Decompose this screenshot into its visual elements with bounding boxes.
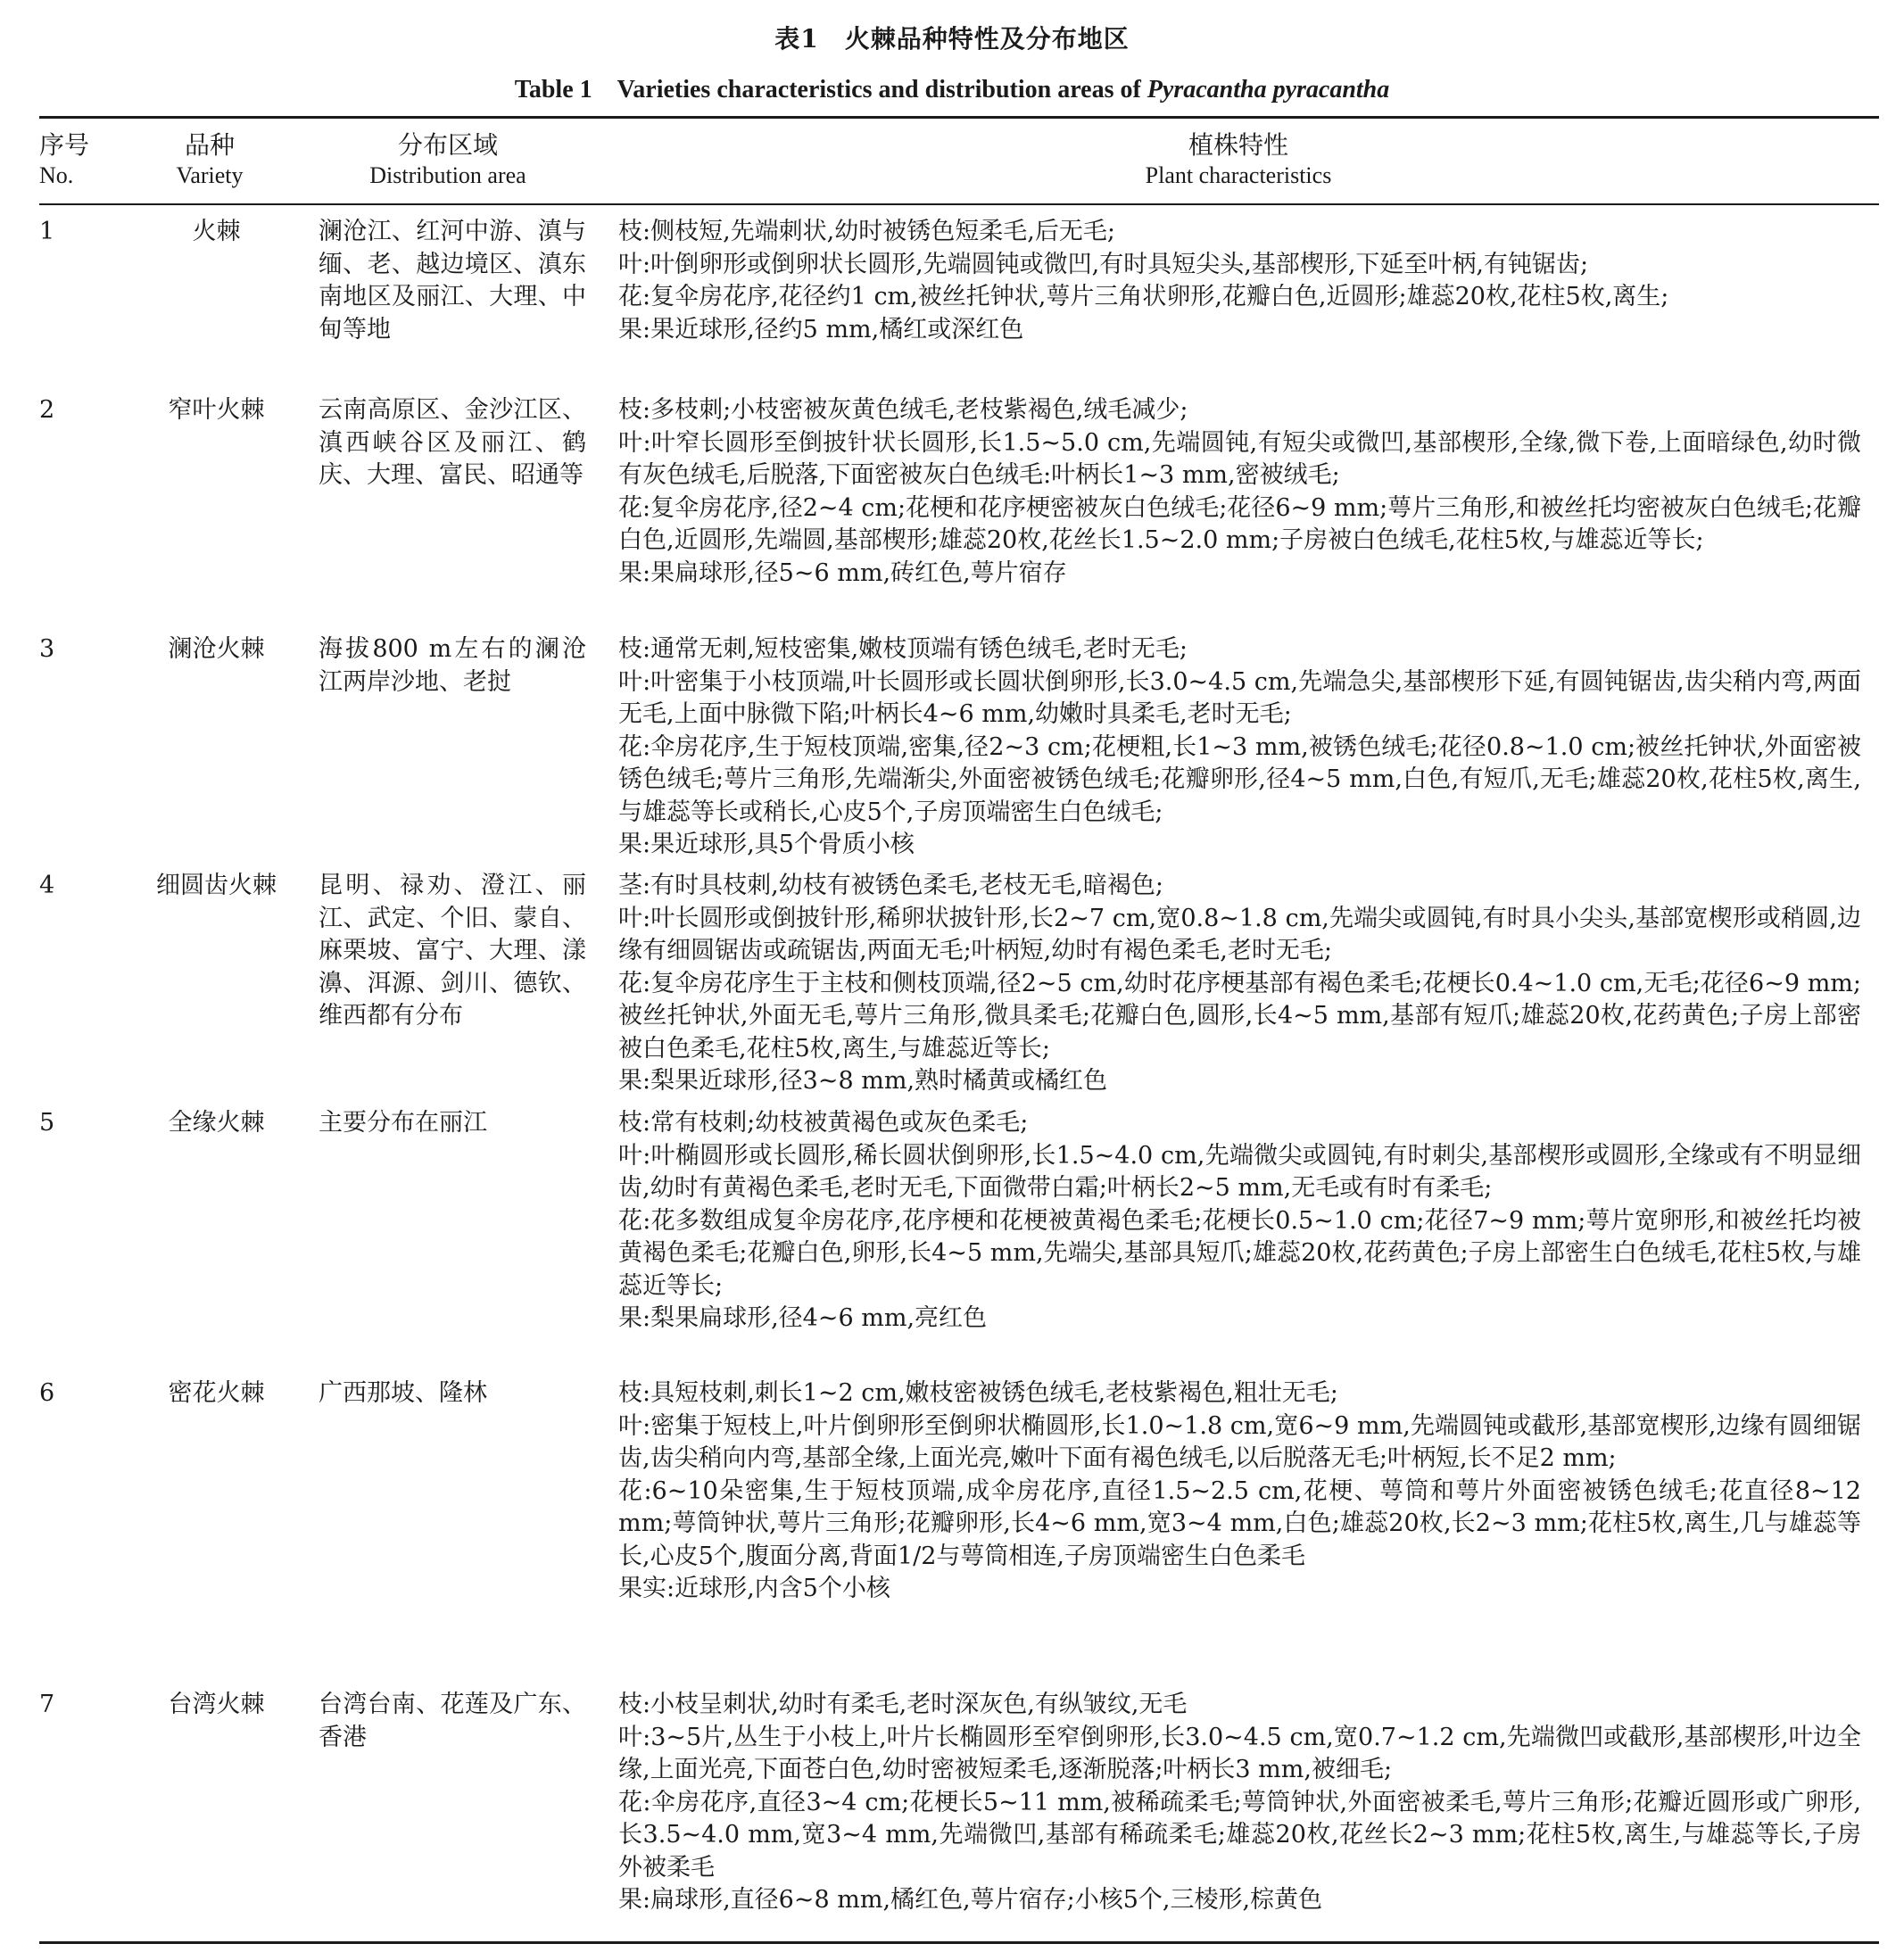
row-number: 4 xyxy=(39,872,55,899)
distribution-area: 广西那坡、隆林 xyxy=(319,1379,487,1407)
variety-name: 密花火棘 xyxy=(168,1379,265,1407)
plant-characteristics xyxy=(618,216,1861,346)
header-plant-en: Plant characteristics xyxy=(1145,162,1332,188)
header-plant xyxy=(616,130,1861,191)
trait-flower: 花:花多数组成复伞房花序,花序梗和花梗被黄褐色柔毛;花梗长0.5~1.0 cm;花径7~9 mm;萼片宽卵形,和被丝托均被黄褐色柔毛;花瓣白色,卵形,长4~5 mm,先端尖,基部具短爪;雄蕊20枚,花药黄色;子房上部密生白色绒毛,花柱5枚,与雄蕊近等长; xyxy=(618,1206,1861,1300)
plant-characteristics xyxy=(618,394,1861,590)
trait-fruit: 果:扁球形,直径6~8 mm,橘红色,萼片宿存;小核5个,三棱形,棕黄色 xyxy=(618,1886,1323,1914)
trait-fruit: 果:梨果扁球形,径4~6 mm,亮红色 xyxy=(618,1304,988,1332)
row-number: 3 xyxy=(39,635,55,663)
table-title-en xyxy=(0,70,1904,105)
trait-fruit: 果实:近球形,内含5个小核 xyxy=(618,1575,890,1602)
plant-characteristics xyxy=(618,1377,1861,1606)
plant-characteristics xyxy=(618,633,1861,862)
row-number: 2 xyxy=(39,396,55,424)
distribution-area: 澜沧江、红河中游、滇与缅、老、越边境区、滇东南地区及丽江、大理、中甸等地 xyxy=(319,218,586,343)
header-distribution xyxy=(314,130,582,191)
plant-characteristics xyxy=(618,1689,1861,1917)
variety-name: 台湾火棘 xyxy=(168,1691,265,1718)
trait-branch: 枝:侧枝短,先端刺状,幼时被锈色短柔毛,后无毛; xyxy=(618,218,1115,245)
variety-name: 火棘 xyxy=(192,218,241,245)
table-top-rule xyxy=(39,116,1879,119)
trait-leaf: 叶:3~5片,丛生于小枝上,叶片长椭圆形至窄倒卵形,长3.0~4.5 cm,宽0.7~1.2 cm,先端微凹或截形,基部楔形,叶边全缘,上面光亮,下面苍白色,幼时密被短柔毛,逐渐脱落;叶柄长3 mm,被细毛; xyxy=(618,1723,1861,1783)
trait-branch: 枝:通常无刺,短枝密集,嫩枝顶端有锈色绒毛,老时无毛; xyxy=(618,635,1188,663)
trait-fruit: 果:梨果近球形,径3~8 mm,熟时橘黄或橘红色 xyxy=(618,1067,1108,1095)
trait-leaf: 叶:叶椭圆形或长圆形,稀长圆状倒卵形,长1.5~4.0 cm,先端微尖或圆钝,有时刺尖,基部楔形或圆形,全缘或有不明显细齿,幼时有黄褐色柔毛,老时无毛,下面微带白霜;叶柄长2~5 mm,无毛或有时有柔毛; xyxy=(618,1141,1861,1202)
table-title-en-prefix: Table 1 Varieties characteristics and distribution areas of xyxy=(514,76,1147,103)
distribution-area: 海拔800 m左右的澜沧江两岸沙地、老挝 xyxy=(319,635,586,696)
row-number: 1 xyxy=(39,218,55,245)
table-bottom-rule xyxy=(39,1941,1879,1944)
trait-leaf: 叶:密集于短枝上,叶片倒卵形至倒卵状椭圆形,长1.0~1.8 cm,宽6~9 mm,先端圆钝或截形,基部宽楔形,边缘有圆细锯齿,齿尖稍向内弯,基部全缘,上面光亮,嫩叶下面有褐色绒毛,以后脱落无毛;叶柄短,长不足2 mm; xyxy=(618,1411,1861,1472)
header-no-en: No. xyxy=(39,162,74,188)
table-header-rule xyxy=(39,203,1879,205)
trait-flower: 花:复伞房花序生于主枝和侧枝顶端,径2~5 cm,幼时花序梗基部有褐色柔毛;花梗长0.4~1.0 cm,无毛;花径6~9 mm;被丝托钟状,外面无毛,萼片三角形,微具柔毛;花瓣白色,圆形,长4~5 mm,基部有短爪;雄蕊20枚,花药黄色;子房上部密被白色柔毛,花柱5枚,离生,与雄蕊近等长; xyxy=(618,969,1861,1063)
distribution-area: 台湾台南、花莲及广东、香港 xyxy=(319,1691,586,1751)
trait-leaf: 叶:叶倒卵形或倒卵状长圆形,先端圆钝或微凹,有时具短尖头,基部楔形,下延至叶柄,有钝锯齿; xyxy=(618,250,1589,278)
trait-flower: 花:复伞房花序,径2~4 cm;花梗和花序梗密被灰白色绒毛;花径6~9 mm;萼片三角形,和被丝托均密被灰白色绒毛;花瓣白色,近圆形,先端圆,基部楔形;雄蕊20枚,花丝长1.5~2.0 mm;子房被白色绒毛,花柱5枚,与雄蕊近等长; xyxy=(618,493,1861,554)
plant-characteristics xyxy=(618,870,1861,1098)
header-variety-cn: 品种 xyxy=(184,130,235,160)
trait-branch: 枝:常有枝刺;幼枝被黄褐色或灰色柔毛; xyxy=(618,1109,1029,1137)
row-number: 5 xyxy=(39,1109,55,1137)
header-variety-en: Variety xyxy=(176,162,244,188)
trait-leaf: 叶:叶密集于小枝顶端,叶长圆形或长圆状倒卵形,长3.0~4.5 cm,先端急尖,基部楔形下延,有圆钝锯齿,齿尖稍内弯,两面无毛,上面中脉微下陷;叶柄长4~6 mm,幼嫩时具柔毛,老时无毛; xyxy=(618,667,1861,728)
distribution-area: 昆明、禄劝、澄江、丽江、武定、个旧、蒙自、麻栗坡、富宁、大理、漾濞、洱源、剑川、德钦、维西都有分布 xyxy=(319,872,586,1030)
trait-flower: 花:复伞房花序,花径约1 cm,被丝托钟状,萼片三角状卵形,花瓣白色,近圆形;雄蕊20枚,花柱5枚,离生; xyxy=(618,283,1669,310)
species-name: Pyracantha pyracantha xyxy=(1147,76,1390,103)
header-distribution-en: Distribution area xyxy=(369,162,526,188)
plant-characteristics xyxy=(618,1107,1861,1336)
trait-flower: 花:伞房花序,生于短枝顶端,密集,径2~3 cm;花梗粗,长1~3 mm,被锈色绒毛;花径0.8~1.0 cm;被丝托钟状,外面密被锈色绒毛;萼片三角形,先端渐尖,外面密被锈色绒毛;花瓣卵形,径4~5 mm,白色,有短爪,无毛;雄蕊20枚,花柱5枚,离生,与雄蕊等长或稍长,心皮5个,子房顶端密生白色绒毛; xyxy=(618,732,1861,826)
trait-leaf: 叶:叶窄长圆形至倒披针状长圆形,长1.5~5.0 cm,先端圆钝,有短尖或微凹,基部楔形,全缘,微下卷,上面暗绿色,幼时微有灰色绒毛,后脱落,下面密被灰白色绒毛:叶柄长1~3 mm,密被绒毛; xyxy=(618,428,1861,489)
trait-branch: 枝:多枝刺;小枝密被灰黄色绒毛,老枝紫褐色,绒毛减少; xyxy=(618,396,1188,424)
trait-fruit: 果:果扁球形,径5~6 mm,砖红色,萼片宿存 xyxy=(618,558,1067,587)
distribution-area: 主要分布在丽江 xyxy=(319,1109,487,1137)
header-no-cn: 序号 xyxy=(39,130,90,160)
trait-flower: 花:6~10朵密集,生于短枝顶端,成伞房花序,直径1.5~2.5 cm,花梗、萼筒和萼片外面密被锈色绒毛;花直径8~12 mm;萼筒钟状,萼片三角形;花瓣卵形,长4~6 mm,宽3~4 mm,白色;雄蕊20枚,长2~3 mm;花柱5枚,离生,几与雄蕊等长,心皮5个,腹面分离,背面1/2与萼筒相连,子房顶端密生白色柔毛 xyxy=(618,1476,1861,1570)
variety-name: 澜沧火棘 xyxy=(168,635,265,663)
row-number: 6 xyxy=(39,1379,55,1407)
header-plant-cn: 植株特性 xyxy=(1188,130,1288,160)
trait-fruit: 果:果近球形,径约5 mm,橘红或深红色 xyxy=(618,315,1024,343)
row-number: 7 xyxy=(39,1691,55,1718)
variety-name: 全缘火棘 xyxy=(168,1109,265,1137)
trait-leaf: 叶:叶长圆形或倒披针形,稀卵状披针形,长2~7 cm,宽0.8~1.8 cm,先端尖或圆钝,有时具小尖头,基部宽楔形或稍圆,边缘有细圆锯齿或疏锯齿,两面无毛;叶柄短,幼时有褐色柔毛,老时无毛; xyxy=(618,904,1861,964)
table-title-cn: 表1 火棘品种特性及分布地区 xyxy=(774,24,1130,54)
variety-name: 窄叶火棘 xyxy=(168,396,265,424)
header-no xyxy=(39,130,102,191)
header-distribution-cn: 分布区域 xyxy=(397,130,498,160)
distribution-area: 云南高原区、金沙江区、滇西峡谷区及丽江、鹤庆、大理、富民、昭通等 xyxy=(319,396,586,489)
trait-branch: 枝:小枝呈刺状,幼时有柔毛,老时深灰色,有纵皱纹,无毛 xyxy=(618,1691,1188,1718)
trait-stem: 茎:有时具枝刺,幼枝有被锈色柔毛,老枝无毛,暗褐色; xyxy=(618,872,1163,899)
variety-name: 细圆齿火棘 xyxy=(156,872,277,899)
trait-branch: 枝:具短枝刺,刺长1~2 cm,嫩枝密被锈色绒毛,老枝紫褐色,粗壮无毛; xyxy=(618,1379,1338,1407)
trait-flower: 花:伞房花序,直径3~4 cm;花梗长5~11 mm,被稀疏柔毛;萼筒钟状,外面密被柔毛,萼片三角形;花瓣近圆形或广卵形,长3.5~4.0 mm,宽3~4 mm,先端微凹,基部有稀疏柔毛;雄蕊20枚,花丝长2~3 mm;花柱5枚,离生,与雄蕊等长,子房外被柔毛 xyxy=(618,1788,1861,1882)
trait-fruit: 果:果近球形,具5个骨质小核 xyxy=(618,831,915,858)
header-variety xyxy=(134,130,286,191)
